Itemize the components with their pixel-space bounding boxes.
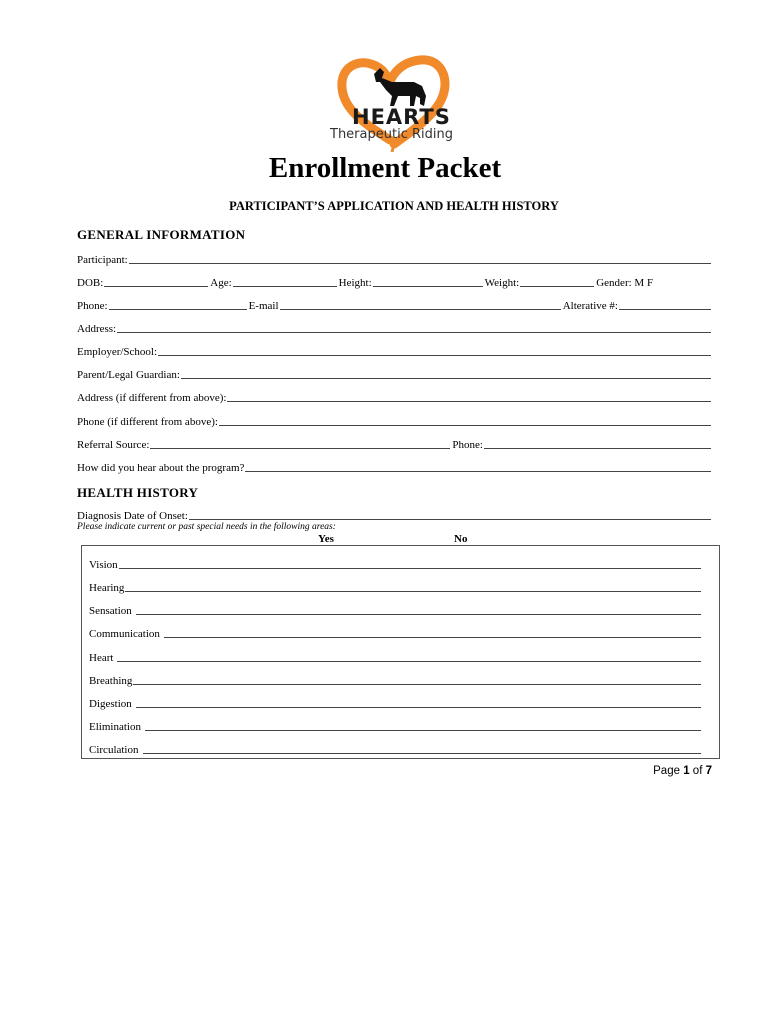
participant-field[interactable] <box>77 252 713 266</box>
health-item-hearing[interactable] <box>89 580 701 594</box>
no-column-header: No <box>454 533 468 545</box>
health-item-communication[interactable] <box>89 626 701 640</box>
hear-about-label: How did you hear about the program? <box>77 462 245 474</box>
health-instructions: Please indicate current or past special needs in the following areas: <box>77 522 336 532</box>
health-item-digestion[interactable] <box>89 696 701 710</box>
gender-label[interactable]: Gender: M F <box>596 277 654 289</box>
health-item-line[interactable] <box>164 637 701 638</box>
address-label: Address: <box>77 323 117 335</box>
dob-row <box>77 275 713 289</box>
employer-line[interactable] <box>158 355 711 356</box>
health-item-label: Communication <box>89 628 160 640</box>
referral-phone-line[interactable] <box>484 448 711 449</box>
diagnosis-line[interactable] <box>189 519 711 520</box>
participant-label: Participant: <box>77 254 128 266</box>
hearts-logo <box>322 52 472 152</box>
logo-subtitle: Therapeutic Riding <box>330 127 453 142</box>
diagnosis-field[interactable] <box>77 508 713 522</box>
health-item-label: Circulation <box>89 744 139 756</box>
health-item-line[interactable] <box>143 753 702 754</box>
current-page: 1 <box>683 765 690 777</box>
referral-row <box>77 437 713 451</box>
guardian-phone-field[interactable] <box>77 414 713 428</box>
page-separator: of <box>689 765 706 777</box>
guardian-label: Parent/Legal Guardian: <box>77 369 180 381</box>
health-item-line[interactable] <box>125 591 701 592</box>
alt-phone-label: Alterative #: <box>562 300 618 312</box>
health-item-elimination[interactable] <box>89 719 701 733</box>
health-item-sensation[interactable] <box>89 603 701 617</box>
health-item-label: Sensation <box>89 605 132 617</box>
health-item-circulation[interactable] <box>89 742 701 756</box>
hear-about-field[interactable] <box>77 460 713 474</box>
page-prefix: Page <box>653 765 684 777</box>
logo-wordmark: HEARTS <box>352 105 451 129</box>
general-info-heading: GENERAL INFORMATION <box>77 227 246 242</box>
health-item-line[interactable] <box>136 614 701 615</box>
alt-phone-line[interactable] <box>619 309 711 310</box>
guardian-address-line[interactable] <box>227 401 711 402</box>
phone-line[interactable] <box>109 309 247 310</box>
guardian-field[interactable] <box>77 367 713 381</box>
referral-label: Referral Source: <box>77 439 150 451</box>
health-item-label: Vision <box>89 559 118 571</box>
address-line[interactable] <box>117 332 711 333</box>
dob-line[interactable] <box>104 286 208 287</box>
health-item-breathing[interactable] <box>89 673 701 687</box>
guardian-address-field[interactable] <box>77 390 713 404</box>
page-subtitle: PARTICIPANT’S APPLICATION AND HEALTH HISTORY <box>229 199 559 213</box>
health-item-line[interactable] <box>136 707 701 708</box>
health-history-heading: HEALTH HISTORY <box>77 485 199 500</box>
guardian-address-label: Address (if different from above): <box>77 392 227 404</box>
age-label: Age: <box>210 277 232 289</box>
diagnosis-label: Diagnosis Date of Onset: <box>77 510 188 522</box>
employer-label: Employer/School: <box>77 346 158 358</box>
health-item-heart[interactable] <box>89 650 701 664</box>
health-item-label: Heart <box>89 652 114 664</box>
referral-line[interactable] <box>150 448 450 449</box>
hear-about-line[interactable] <box>245 471 711 472</box>
health-item-line[interactable] <box>145 730 701 731</box>
participant-line[interactable] <box>129 263 711 264</box>
height-line[interactable] <box>373 286 483 287</box>
phone-row <box>77 298 713 312</box>
health-item-line[interactable] <box>133 684 701 685</box>
yes-column-header: Yes <box>318 533 334 545</box>
total-pages: 7 <box>705 765 712 777</box>
height-label: Height: <box>338 277 372 289</box>
health-item-vision[interactable] <box>89 557 701 571</box>
address-field[interactable] <box>77 321 713 335</box>
guardian-phone-line[interactable] <box>219 425 711 426</box>
page-number <box>653 765 712 777</box>
health-item-label: Elimination <box>89 721 141 733</box>
health-needs-box <box>81 545 720 759</box>
weight-label: Weight: <box>484 277 520 289</box>
age-line[interactable] <box>233 286 337 287</box>
health-item-line[interactable] <box>119 568 701 569</box>
email-line[interactable] <box>280 309 561 310</box>
health-item-label: Breathing <box>89 675 133 687</box>
page-title: Enrollment Packet <box>268 152 502 184</box>
referral-phone-label: Phone: <box>452 439 483 451</box>
phone-label: Phone: <box>77 300 108 312</box>
email-label: E-mail <box>248 300 279 312</box>
employer-field[interactable] <box>77 344 713 358</box>
dob-label: DOB: <box>77 277 104 289</box>
health-item-line[interactable] <box>117 661 701 662</box>
guardian-line[interactable] <box>181 378 711 379</box>
guardian-phone-label: Phone (if different from above): <box>77 416 218 428</box>
weight-line[interactable] <box>520 286 594 287</box>
health-item-label: Digestion <box>89 698 132 710</box>
health-item-label: Hearing <box>89 582 125 594</box>
